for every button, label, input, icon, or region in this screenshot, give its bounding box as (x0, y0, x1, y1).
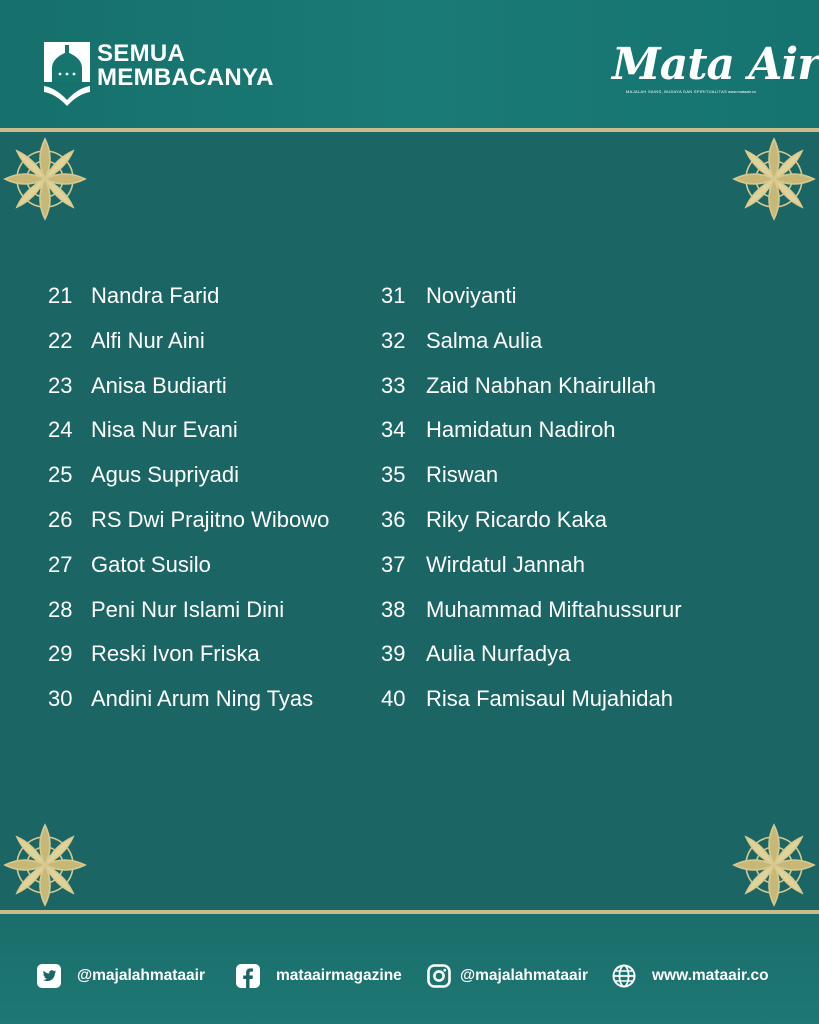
item-name: Riswan (426, 462, 499, 488)
brand-left-line2: MEMBACANYA (97, 64, 274, 91)
website-url: www.mataair.co (652, 967, 769, 984)
item-number: 35 (381, 462, 406, 488)
item-number: 32 (381, 327, 406, 353)
twitter-handle: @majalahmataair (77, 967, 205, 984)
twitter-icon (37, 964, 61, 988)
item-number: 33 (381, 372, 406, 398)
item-name: Wirdatul Jannah (426, 551, 585, 577)
item-number: 25 (48, 462, 73, 488)
mata-air-logo (612, 39, 819, 100)
item-name: Nisa Nur Evani (91, 417, 238, 443)
globe-icon (612, 964, 636, 988)
item-name: Riky Ricardo Kaka (426, 506, 607, 532)
item-name: Muhammad Miftahussurur (426, 596, 682, 622)
item-number: 28 (48, 596, 73, 622)
item-number: 31 (381, 283, 406, 308)
corner-ornament-icon (729, 820, 819, 910)
item-name: Alfi Nur Aini (91, 327, 205, 353)
item-name: Andini Arum Ning Tyas (91, 686, 314, 712)
item-number: 27 (48, 551, 73, 577)
item-number: 26 (48, 506, 73, 532)
corner-ornament-icon (729, 134, 819, 224)
item-name: Zaid Nabhan Khairullah (426, 372, 656, 398)
item-number: 36 (381, 506, 406, 532)
item-number: 23 (48, 372, 73, 398)
item-name: Reski Ivon Friska (91, 641, 260, 667)
item-name: Noviyanti (426, 283, 517, 308)
item-name: Risa Famisaul Mujahidah (426, 686, 673, 712)
mata-air-tagline: MAJALAH SAINS, BUDAYA DAN SPIRITUALITAS (626, 89, 728, 94)
item-number: 29 (48, 641, 73, 667)
item-name: Salma Aulia (426, 327, 543, 353)
semua-membacanya-logo (44, 42, 304, 112)
item-number: 38 (381, 596, 406, 622)
item-number: 30 (48, 686, 73, 712)
item-name: RS Dwi Prajitno Wibowo (91, 506, 330, 532)
item-name: Aulia Nurfadya (426, 641, 571, 667)
mata-air-wordmark: Mata Air (612, 39, 819, 90)
item-name: Gatot Susilo (91, 551, 211, 577)
item-number: 24 (48, 417, 73, 443)
item-name: Agus Supriyadi (91, 462, 239, 488)
item-number: 22 (48, 327, 73, 353)
item-name: Nandra Farid (91, 283, 220, 308)
item-number: 39 (381, 641, 406, 667)
item-name: Anisa Budiarti (91, 372, 227, 398)
item-name: Peni Nur Islami Dini (91, 596, 285, 622)
item-number: 21 (48, 283, 73, 308)
item-number: 40 (381, 686, 406, 712)
facebook-icon (236, 964, 260, 988)
item-number: 37 (381, 551, 406, 577)
corner-ornament-icon (0, 820, 90, 910)
item-name: Hamidatun Nadiroh (426, 417, 616, 443)
corner-ornament-icon (0, 134, 90, 224)
facebook-handle: mataairmagazine (276, 967, 402, 984)
instagram-icon (427, 964, 451, 988)
instagram-handle: @majalahmataair (460, 967, 588, 984)
item-number: 34 (381, 417, 406, 443)
mosque-book-icon (44, 42, 90, 108)
brand-left-line1: SEMUA (97, 40, 186, 67)
mata-air-url: www.mataair.co (728, 89, 757, 94)
